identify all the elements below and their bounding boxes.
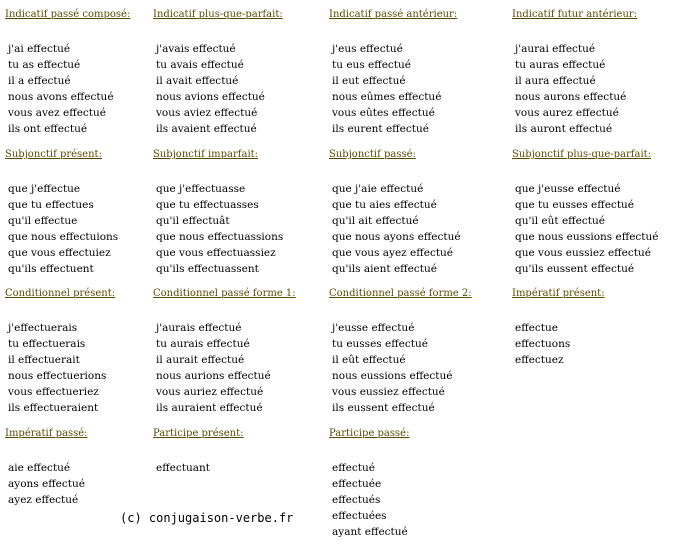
tense-heading: Conditionnel passé forme 1: (153, 288, 296, 299)
conjugated-form: que tu effectuasses (156, 199, 259, 212)
conjugated-form: il eut effectué (332, 75, 406, 88)
tense-heading: Participe présent: (153, 428, 244, 439)
tense-section-indicatif-passe-compose (5, 8, 130, 138)
conjugated-form: nous effectuerions (8, 370, 107, 383)
tense-section-indicatif-plus-que-parfait (153, 8, 283, 138)
tense-section-conditionnel-passe-forme-1 (153, 287, 296, 417)
conjugated-form: aie effectué (8, 462, 71, 474)
conjugated-form: que j'aie effectué (332, 183, 424, 195)
tense-heading: Impératif présent: (512, 288, 605, 299)
conjugated-form: effectuant (156, 462, 210, 474)
conjugated-form: qu'il effectue (8, 215, 78, 228)
tense-section-subjonctif-plus-que-parfait (512, 148, 659, 278)
conjugation-list (332, 320, 472, 417)
conjugated-form: nous eûmes effectué (332, 91, 442, 104)
conjugated-form: qu'il ait effectué (332, 215, 419, 228)
tense-section-indicatif-passe-anterieur (329, 8, 457, 138)
conjugated-form: il aurait effectué (156, 354, 245, 367)
conjugated-form: vous aurez effectué (515, 107, 619, 120)
conjugated-form: ils effectueraient (8, 402, 99, 415)
conjugated-form: que nous eussions effectué (515, 231, 659, 244)
conjugated-form: ayez effectué (8, 494, 79, 507)
tense-heading: Conditionnel passé forme 2: (329, 288, 472, 299)
conjugated-form: effectuées (332, 510, 387, 523)
conjugated-form: j'ai effectué (8, 43, 71, 55)
conjugation-list (515, 41, 637, 138)
conjugated-form: j'eusse effectué (332, 322, 415, 334)
conjugated-form: j'eus effectué (332, 43, 403, 55)
conjugated-form: j'avais effectué (156, 43, 236, 55)
conjugated-form: effectuée (332, 478, 382, 491)
conjugated-form: ils eurent effectué (332, 123, 429, 136)
conjugated-form: qu'il eût effectué (515, 215, 605, 228)
conjugated-form: ils eussent effectué (332, 402, 435, 415)
conjugation-list (515, 320, 605, 368)
tense-section-indicatif-futur-anterieur (512, 8, 637, 138)
tense-section-subjonctif-present (5, 148, 118, 278)
conjugation-list (332, 181, 461, 278)
conjugated-form: que j'eusse effectué (515, 183, 621, 195)
tense-heading: Indicatif futur antérieur: (512, 9, 638, 20)
conjugated-form: ayant effectué (332, 526, 408, 539)
tense-heading: Conditionnel présent: (5, 288, 116, 299)
conjugated-form: qu'il effectuât (156, 215, 230, 228)
conjugation-list (332, 41, 457, 138)
conjugated-form: ils avaient effectué (156, 123, 257, 136)
conjugated-form: il avait effectué (156, 75, 239, 88)
tense-heading: Participe passé: (329, 428, 410, 439)
copyright-notice: (c) conjugaison-verbe.fr (120, 511, 294, 525)
conjugated-form: j'aurai effectué (515, 43, 596, 55)
conjugated-form: effectuez (515, 354, 564, 367)
conjugated-form: tu auras effectué (515, 59, 606, 72)
conjugated-form: vous aviez effectué (156, 107, 258, 120)
conjugated-form: que vous ayez effectué (332, 247, 454, 260)
conjugation-list (515, 181, 659, 278)
conjugated-form: tu eusses effectué (332, 338, 428, 351)
tense-heading: Indicatif plus-que-parfait: (153, 9, 283, 20)
conjugated-form: que nous ayons effectué (332, 231, 461, 244)
conjugated-form: ils auront effectué (515, 123, 613, 136)
conjugation-list (156, 41, 283, 138)
conjugated-form: nous eussions effectué (332, 370, 453, 383)
tense-section-subjonctif-passe (329, 148, 461, 278)
tense-section-imperatif-present (512, 287, 605, 368)
conjugated-form: que j'effectuasse (156, 183, 246, 195)
conjugated-form: vous auriez effectué (156, 386, 264, 399)
conjugated-form: tu as effectué (8, 59, 81, 72)
conjugation-list (8, 320, 115, 417)
conjugated-form: effectuons (515, 338, 571, 351)
conjugated-form: que tu aies effectué (332, 199, 437, 212)
conjugated-form: nous avons effectué (8, 91, 114, 104)
conjugation-list (156, 460, 244, 476)
conjugation-list (332, 460, 409, 540)
conjugation-list (8, 460, 88, 508)
tense-section-imperatif-passe (5, 427, 88, 508)
conjugated-form: que tu eusses effectué (515, 199, 635, 212)
conjugated-form: il effectuerait (8, 354, 80, 367)
tense-heading: Subjonctif passé: (329, 149, 416, 160)
conjugated-form: que tu effectues (8, 199, 94, 212)
conjugated-form: vous effectueriez (8, 386, 99, 399)
conjugated-form: effectué (332, 462, 375, 474)
tense-heading: Indicatif passé composé: (5, 9, 131, 20)
conjugated-form: ils ont effectué (8, 123, 88, 136)
conjugated-form: que j'effectue (8, 183, 81, 195)
conjugated-form: vous eussiez effectué (332, 386, 445, 399)
tense-heading: Subjonctif imparfait: (153, 149, 259, 160)
conjugated-form: ils auraient effectué (156, 402, 263, 415)
tense-section-participe-passe (329, 427, 409, 540)
tense-heading: Indicatif passé antérieur: (329, 9, 458, 20)
conjugation-list (8, 41, 130, 138)
conjugated-form: j'effectuerais (8, 322, 78, 334)
conjugated-form: que vous eussiez effectué (515, 247, 651, 260)
conjugated-form: effectués (332, 494, 381, 507)
conjugated-form: tu avais effectué (156, 59, 244, 72)
conjugated-form: il eût effectué (332, 354, 406, 367)
tense-heading: Subjonctif plus-que-parfait: (512, 149, 652, 160)
tense-section-subjonctif-imparfait (153, 148, 283, 278)
conjugated-form: nous aurions effectué (156, 370, 271, 383)
conjugated-form: que vous effectuassiez (156, 247, 276, 260)
conjugated-form: qu'ils aient effectué (332, 263, 437, 276)
conjugation-list (156, 320, 296, 417)
conjugated-form: il aura effectué (515, 75, 596, 88)
conjugated-form: qu'ils effectuassent (156, 263, 259, 276)
conjugation-list (8, 181, 118, 278)
conjugated-form: nous avions effectué (156, 91, 265, 104)
conjugated-form: qu'ils eussent effectué (515, 263, 635, 276)
tense-heading: Subjonctif présent: (5, 149, 102, 160)
conjugated-form: tu effectuerais (8, 338, 86, 351)
conjugated-form: il a effectué (8, 75, 71, 88)
conjugated-form: qu'ils effectuent (8, 263, 94, 276)
conjugated-form: tu aurais effectué (156, 338, 250, 351)
tense-section-conditionnel-present (5, 287, 115, 417)
conjugated-form: vous avez effectué (8, 107, 106, 120)
conjugated-form: tu eus effectué (332, 59, 411, 72)
conjugated-form: vous eûtes effectué (332, 107, 435, 120)
tense-section-participe-present (153, 427, 244, 476)
conjugated-form: que vous effectuiez (8, 247, 111, 260)
conjugated-form: nous aurons effectué (515, 91, 627, 104)
tense-heading: Impératif passé: (5, 428, 88, 439)
tense-section-conditionnel-passe-forme-2 (329, 287, 472, 417)
conjugated-form: effectue (515, 322, 558, 334)
conjugated-form: ayons effectué (8, 478, 85, 491)
conjugated-form: que nous effectuions (8, 231, 119, 244)
conjugated-form: j'aurais effectué (156, 322, 242, 334)
conjugation-list (156, 181, 283, 278)
conjugated-form: que nous effectuassions (156, 231, 284, 244)
